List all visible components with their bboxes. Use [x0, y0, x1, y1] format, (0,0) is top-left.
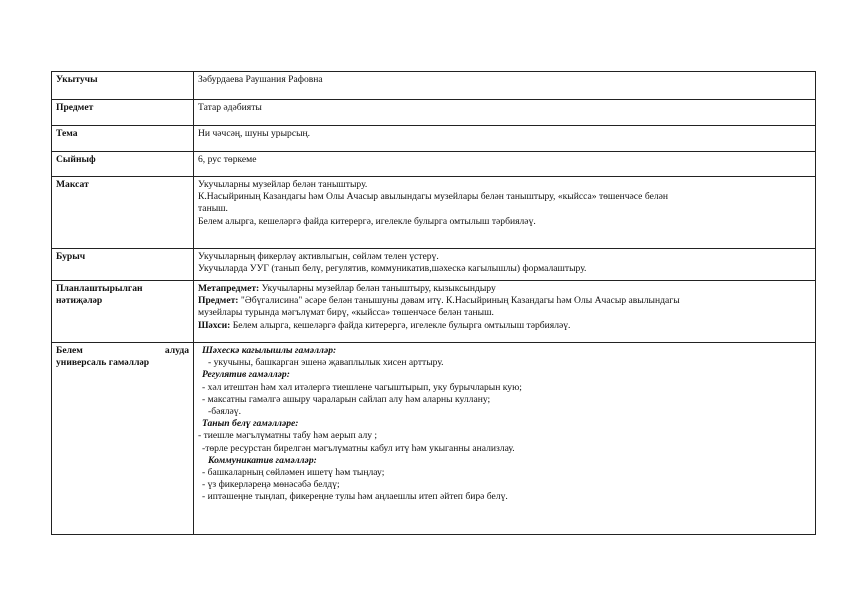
table-row: [52, 343, 816, 535]
goal-label: Максат: [52, 177, 194, 249]
regulative-action: - хәл итештән һәм хәл итәлергә тиешлене чагыштырып, уку бурычларын кую;: [202, 381, 522, 393]
communicative-action: - үз фикерләреңә мөнәсәбә белдү;: [202, 479, 340, 491]
subject-result: [198, 295, 811, 307]
personal-result-label: Шәхси:: [198, 319, 231, 331]
results-value: [194, 281, 816, 343]
task-label: Бурыч: [52, 249, 194, 281]
personal-action: - укучыны, башкарган эшенә җаваплылык хисен арттыру.: [208, 357, 444, 369]
regulative-actions-heading: Регулятив гамәлләр:: [202, 369, 290, 381]
personal-result-text: Белем алырга, кешеләргә файда китерергә, игелекле булырга омтылыш тәрбияләү.: [230, 319, 571, 331]
goal-line: Белем алырга, кешеләргә файда китерергә, игелекле булырга омтылыш тәрбияләү.: [198, 215, 536, 227]
goal-line: таныш.: [198, 203, 228, 215]
task-line: Укучыларда УУГ (танып белү, регулятив, коммуникатив,шәхескә кагылышлы) формалаштыру.: [198, 263, 587, 275]
table-row: [52, 152, 816, 177]
meta-result-text: Укучыларны музейлар белән таныштыру, кызыксындыру: [259, 283, 496, 294]
subject-result-label: Предмет:: [198, 295, 239, 307]
lesson-plan-table: [51, 71, 816, 535]
personal-result: [198, 320, 811, 332]
task-line: Укучыларның фикерләү активлыгын, сөйләм телен үстерү.: [198, 251, 439, 262]
table-row: [52, 281, 816, 343]
goal-line: К.Насыйриның Казандагы һәм Олы Ачасыр авылындагы музейлары белән таныштыру, «кыйсса» төшенчәсе белән: [198, 191, 669, 203]
personal-actions-heading: Шәхескә кагылышлы гамәлләр:: [202, 345, 337, 356]
uud-label-word: Белем: [56, 345, 83, 356]
table-row: [52, 100, 816, 126]
task-value: [194, 249, 816, 281]
topic-label: Тема: [52, 126, 194, 152]
uud-label-word: алуда: [164, 345, 189, 356]
regulative-action: -бәяләү.: [208, 406, 241, 418]
meta-result-label: Метапредмет:: [198, 283, 260, 294]
subject-result-text: "Әбүгалисина" әсәре белән танышуны дәвам итү. К.Насыйриның Казандагы һәм Олы Ачасыр авылындагы: [238, 295, 680, 307]
communicative-actions-heading: Коммуникатив гамәлләр:: [208, 454, 317, 466]
regulative-action: - максатны гамәлгә ашыру чараларын сайлап алу һәм аларны куллану;: [202, 393, 491, 405]
results-label-line: Планлаштырылган: [56, 283, 143, 294]
table-row: [52, 249, 816, 281]
uud-label-line-2: универсаль гамәлләр: [56, 357, 150, 369]
results-label-line: нәтиҗәләр: [56, 295, 103, 307]
goal-line: Укучыларны музейлар белән таныштыру.: [198, 179, 368, 190]
table-row: [52, 126, 816, 152]
goal-value: [194, 177, 816, 249]
results-label: [52, 281, 194, 343]
cognitive-actions-heading: Танып белү гамәлләре:: [202, 418, 299, 430]
meta-result: [198, 283, 811, 295]
cognitive-action: -төрле ресурстан бирелгән мәгълүматны кабул итү һәм укыганны анализлау.: [202, 442, 515, 454]
class-label: Сыйныф: [52, 152, 194, 177]
teacher-value: Зәбурдаева Раушания Рафовна: [194, 72, 816, 100]
communicative-action: - иптәшеңне тыңлап, фикереңне тулы һәм аңлаешлы итеп әйтеп бирә белү.: [202, 491, 508, 503]
communicative-action: - башкаларның сөйләмен ишетү һәм тыңлау;: [202, 467, 385, 479]
uud-label: [52, 343, 194, 535]
cognitive-action: - тиешле мәгълүматны табу һәм аерып алу ;: [198, 430, 378, 442]
uud-label-line-1: [56, 345, 189, 357]
class-value: 6, рус төркеме: [194, 152, 816, 177]
uud-value: [194, 343, 816, 535]
subject-result-text-2: музейлары турында мәгълүмат бирү, «кыйсса» төшенчәсе белән таныш.: [198, 307, 494, 319]
table-row: [52, 177, 816, 249]
subject-label: Предмет: [52, 100, 194, 126]
topic-value: Ни чәчсәң, шуны урырсың.: [194, 126, 816, 152]
teacher-label: Укытучы: [52, 72, 194, 100]
table-row: [52, 72, 816, 100]
subject-value: Татар әдәбияты: [194, 100, 816, 126]
